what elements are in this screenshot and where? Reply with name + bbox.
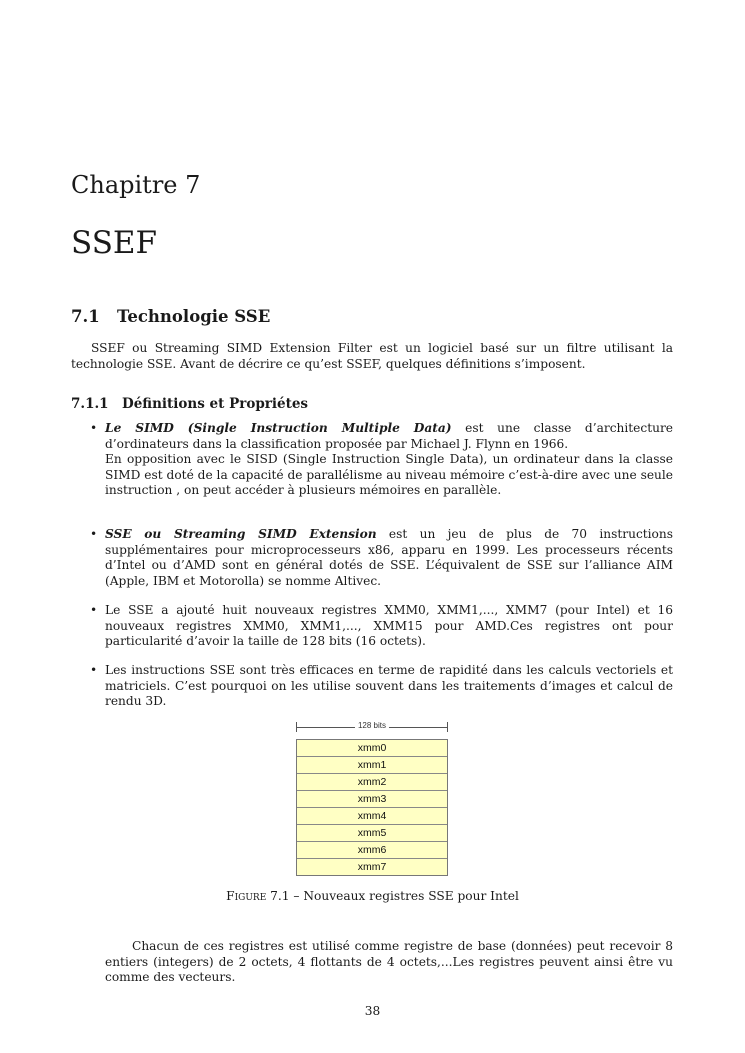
bullet-icon: • xyxy=(90,527,98,541)
register-width-indicator xyxy=(296,718,448,736)
register-cell: xmm5 xyxy=(297,825,447,842)
list-item xyxy=(90,603,673,650)
bullet-icon: • xyxy=(90,603,98,617)
bullet-term: SSE ou Streaming SIMD Extension xyxy=(105,527,377,541)
bullet-extra-text: En opposition avec le SISD (Single Instruction Single Data), un ordinateur dans la classe SIMD est doté de la capacité de parallélisme au niveau mémoire c’est-à-dire avec une seule instruction , on peut accéder à plusieurs mémoires en parallèle. xyxy=(105,452,673,497)
bullet-text: Le SSE a ajouté huit nouveaux registres XMM0, XMM1,..., XMM7 (pour Intel) et 16 nouveaux registres XMM0, XMM1,..., XMM15 pour AMD.Ces registres ont pour particularité d’avoir la taille de 128 bits (16 octets). xyxy=(105,603,673,648)
bullet-text: Les instructions SSE sont très efficaces en terme de rapidité dans les calculs vectoriels et matriciels. C’est pourquoi on les utilise souvent dans les traitements d’images et calcul de rendu 3D. xyxy=(105,663,673,708)
register-cell: xmm3 xyxy=(297,791,447,808)
section-number: 7.1 xyxy=(71,307,100,326)
figure-caption xyxy=(0,888,745,904)
page-number: 38 xyxy=(364,1004,381,1018)
register-figure xyxy=(296,718,448,876)
list-item xyxy=(90,527,674,589)
list-item xyxy=(90,663,673,710)
section-title: Technologie SSE xyxy=(117,307,271,326)
register-cell: xmm7 xyxy=(297,859,447,875)
bullet-icon: • xyxy=(90,663,98,677)
register-width-label: 128 bits xyxy=(355,720,389,732)
bullet-text: est un jeu de plus de 70 instructions supplémentaires pour microprocesseurs x86, apparu en 1999. Les processeurs récents d’Intel ou d’AMD sont en général dotés de SSE. L’équivalent de SSE sur l’alliance AIM (Apple, IBM et Motorolla) se nomme Altivec. xyxy=(105,527,674,588)
chapter-label: Chapitre 7 xyxy=(71,171,201,199)
subsection-title: Définitions et Propriétes xyxy=(122,396,309,412)
subsection-heading xyxy=(71,395,308,413)
closing-paragraph xyxy=(105,939,673,986)
chapter-title: SSEF xyxy=(71,225,158,261)
register-stack xyxy=(296,739,448,876)
section-heading xyxy=(71,306,270,328)
subsection-number: 7.1.1 xyxy=(71,396,109,412)
figure-caption-label: Figure 7.1 xyxy=(226,889,290,903)
register-cell: xmm6 xyxy=(297,842,447,859)
register-cell: xmm2 xyxy=(297,774,447,791)
register-cell: xmm0 xyxy=(297,740,447,757)
bullet-text: est une classe d’architecture d’ordinateurs dans la classification proposée par Michael J. Flynn en 1966. xyxy=(105,421,673,451)
register-cell: xmm1 xyxy=(297,757,447,774)
register-cell: xmm4 xyxy=(297,808,447,825)
intro-text: SSEF ou Streaming SIMD Extension Filter est un logiciel basé sur un filtre utilisant la technologie SSE. Avant de décrire ce qu’est SSEF, quelques définitions s’imposent. xyxy=(71,341,673,371)
intro-paragraph xyxy=(71,341,673,372)
figure-caption-text: – Nouveaux registres SSE pour Intel xyxy=(289,889,519,903)
bullet-term: Le SIMD (Single Instruction Multiple Data) xyxy=(105,421,452,435)
closing-text: Chacun de ces registres est utilisé comme registre de base (données) peut recevoir 8 entiers (integers) de 2 octets, 4 flottants de 4 octets,...Les registres peuvent ainsi être vu comme des vecteurs. xyxy=(105,939,673,984)
bullet-icon: • xyxy=(90,421,98,435)
list-item xyxy=(90,421,673,499)
